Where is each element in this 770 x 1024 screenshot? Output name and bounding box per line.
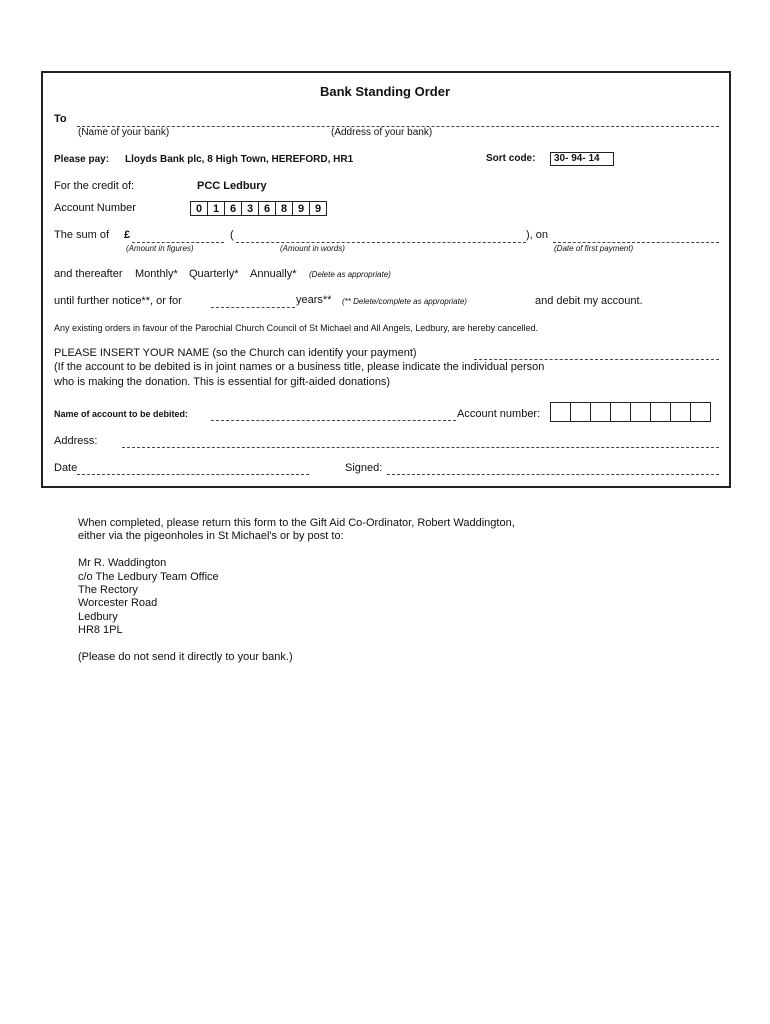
account-number-field-label: Account number: [457, 408, 541, 420]
account-digit: 9 [292, 201, 310, 216]
address-field[interactable] [122, 447, 719, 448]
account-name-field[interactable] [211, 420, 456, 421]
account-number-cell[interactable] [650, 402, 671, 422]
years-field[interactable] [211, 307, 295, 308]
payee-bank: Lloyds Bank plc, 8 High Town, HEREFORD, HR1 [125, 154, 354, 165]
sum-label: The sum of [54, 229, 110, 241]
date-label: Date [54, 462, 78, 474]
thereafter-label: and thereafter [54, 268, 123, 280]
footer-line: The Rectory [78, 584, 138, 597]
annually-option[interactable]: Annually* [250, 268, 297, 280]
account-digit: 8 [275, 201, 293, 216]
bank-name-hint: (Name of your bank) [78, 127, 170, 138]
account-number-label: Account Number [54, 202, 136, 214]
account-digit: 6 [258, 201, 276, 216]
account-digit: 1 [207, 201, 225, 216]
credit-name: PCC Ledbury [197, 180, 267, 192]
footer-line: c/o The Ledbury Team Office [78, 570, 219, 583]
footer-line: Mr R. Waddington [78, 557, 167, 570]
existing-orders-note: Any existing orders in favour of the Parochial Church Council of St Michael and All Angels, Ledbury, are hereby cancelled. [54, 323, 539, 333]
delete-hint: (Delete as appropriate) [309, 270, 391, 279]
account-number-entry-boxes[interactable] [551, 402, 711, 422]
date-field[interactable] [77, 474, 309, 475]
insert-name-line3: who is making the donation. This is essential for gift-aided donations) [54, 376, 391, 388]
pound-sign: £ [124, 229, 131, 241]
footer-line: (Please do not send it directly to your bank.) [78, 651, 293, 664]
credit-label: For the credit of: [54, 180, 135, 192]
to-label: To [54, 113, 67, 125]
footer-line [78, 544, 515, 557]
footer-line: Ledbury [78, 610, 118, 623]
monthly-option[interactable]: Monthly* [135, 268, 178, 280]
account-number-cell[interactable] [550, 402, 571, 422]
account-number-cell[interactable] [690, 402, 711, 422]
footer-line: When completed, please return this form to the Gift Aid Co-Ordinator, Robert Waddington, [78, 517, 515, 529]
insert-name-line2: (If the account to be debited is in joint names or a business title, please indicate the individual person [54, 361, 545, 373]
form-title: Bank Standing Order [319, 84, 451, 99]
amount-figures-hint: (Amount in figures) [126, 244, 194, 253]
amount-words-hint: (Amount in words) [280, 244, 345, 253]
sort-code-label: Sort code: [486, 153, 536, 164]
return-instructions [78, 517, 515, 664]
account-debited-label: Name of account to be debited: [54, 409, 189, 419]
bank-address-hint: (Address of your bank) [331, 127, 433, 138]
debit-label: and debit my account. [535, 295, 643, 307]
account-digit: 9 [309, 201, 327, 216]
please-pay-label: Please pay: [54, 154, 110, 165]
first-payment-date-field[interactable] [553, 242, 719, 243]
sort-code-box: 30- 94- 14 [550, 152, 614, 166]
account-number-cell[interactable] [610, 402, 631, 422]
years-label: years** [296, 294, 332, 306]
footer-line: either via the pigeonholes in St Michael's or by post to: [78, 530, 344, 543]
quarterly-option[interactable]: Quarterly* [189, 268, 239, 280]
account-number-cell[interactable] [570, 402, 591, 422]
account-digit: 0 [190, 201, 208, 216]
date-first-hint: (Date of first payment) [554, 244, 634, 253]
account-number-boxes [191, 201, 327, 216]
open-paren: ( [230, 229, 234, 241]
amount-figures-field[interactable] [132, 242, 224, 243]
signature-field[interactable] [387, 474, 719, 475]
footer-line: Worcester Road [78, 597, 158, 610]
footer-line: HR8 1PL [78, 624, 123, 637]
account-digit: 6 [224, 201, 242, 216]
account-number-cell[interactable] [630, 402, 651, 422]
signed-label: Signed: [345, 462, 383, 474]
footer-line [78, 638, 515, 651]
delete-complete-hint: (** Delete/complete as appropriate) [342, 297, 467, 306]
paren-on: ), on [526, 229, 549, 241]
account-number-cell[interactable] [590, 402, 611, 422]
account-number-cell[interactable] [670, 402, 691, 422]
insert-name-line1: PLEASE INSERT YOUR NAME (so the Church can identify your payment) [54, 347, 417, 359]
amount-words-field[interactable] [236, 242, 526, 243]
until-label: until further notice**, or for [54, 295, 182, 307]
account-digit: 3 [241, 201, 259, 216]
address-label: Address: [54, 435, 98, 447]
donor-name-field[interactable] [474, 359, 719, 360]
